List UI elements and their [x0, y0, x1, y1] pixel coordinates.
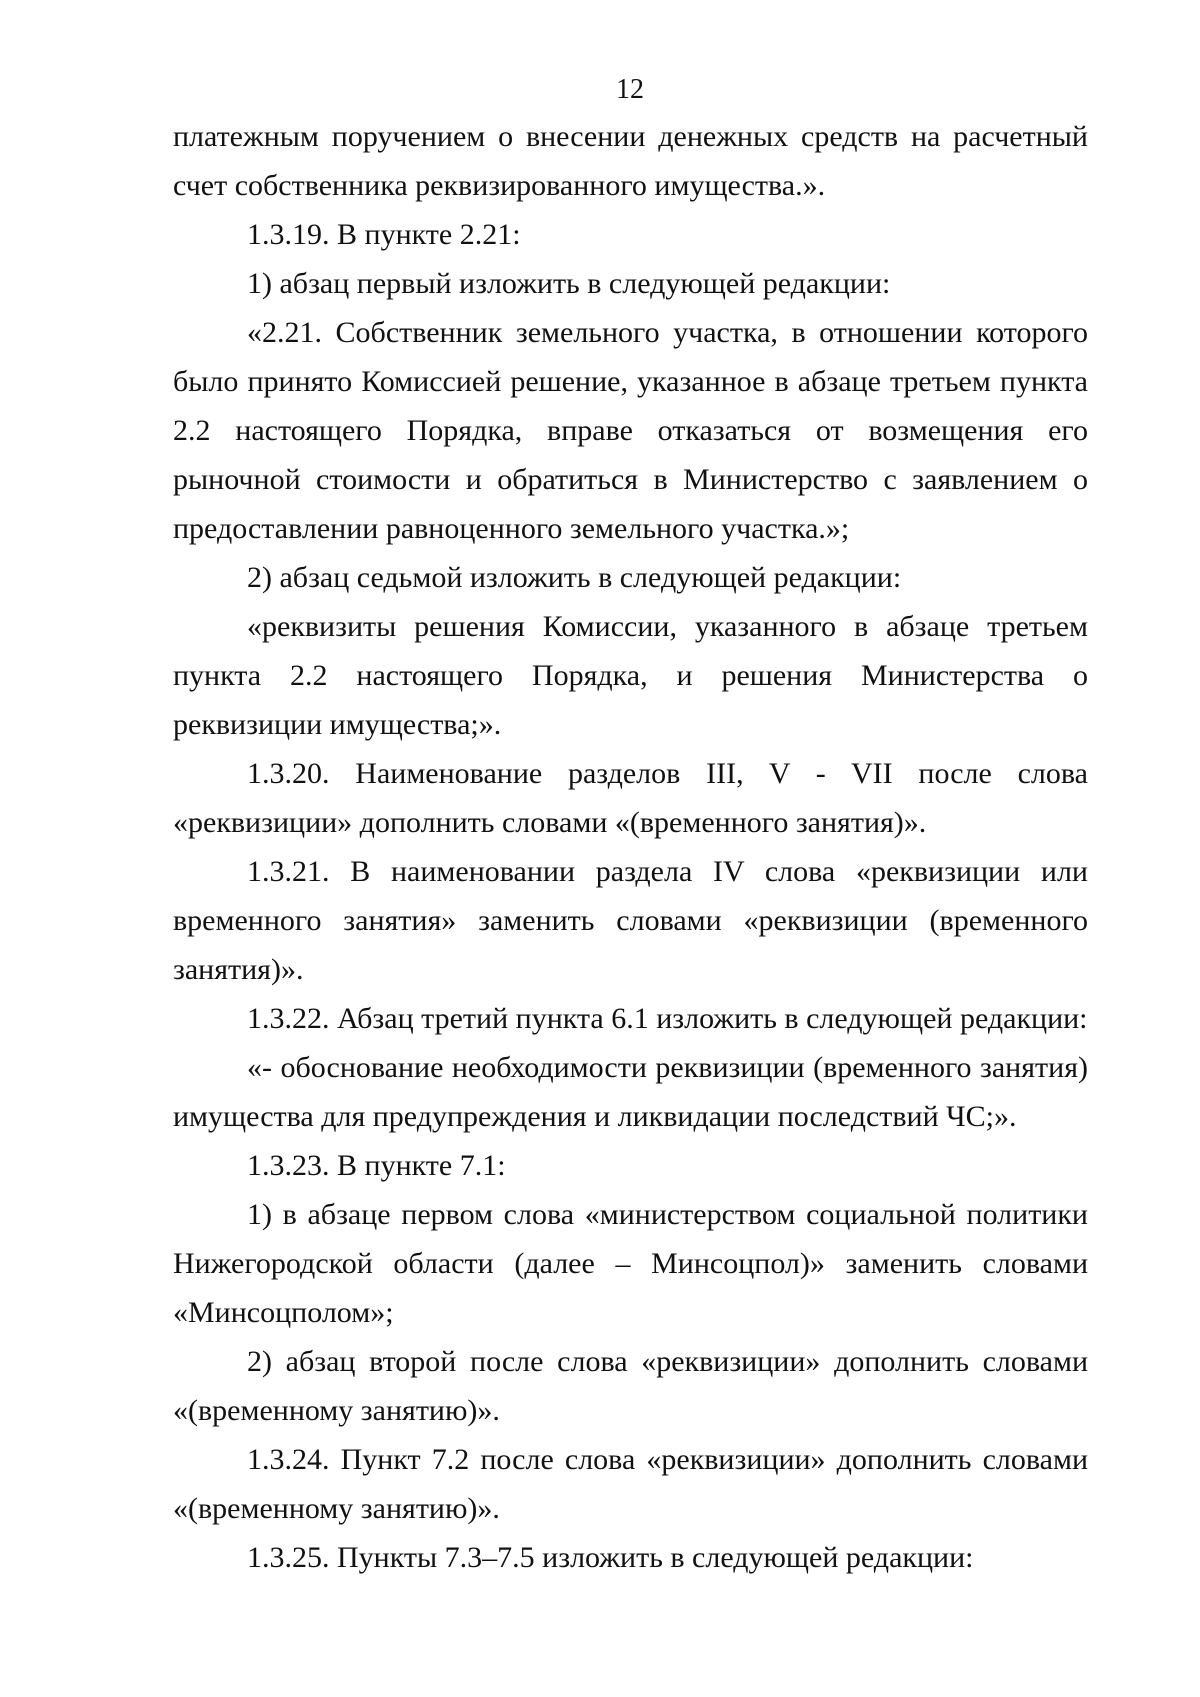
paragraph: 2) абзац второй после слова «реквизиции» дополнить словами «(временному занятию)». — [173, 1345, 1088, 1427]
paragraph: «2.21. Собственник земельного участка, в отношении которого было принято Комиссией решение, указанное в абзаце третьем пункта 2.2 настоящего Порядка, вправе отказаться от возмещения его рыночной стоимости и обратиться в Министерство с заявлением о предоставлении равноценного земельного участка.»; — [173, 316, 1088, 545]
paragraph: «- обоснование необходимости реквизиции (временного занятия) имущества для предупреждения и ликвидации последствий ЧС;». — [173, 1051, 1088, 1133]
paragraph: 1) абзац первый изложить в следующей редакции: — [247, 267, 891, 300]
paragraph: 1) в абзаце первом слова «министерством социальной политики Нижегородской области (далее – Минсоцпол)» заменить словами «Минсоцполом»; — [173, 1198, 1088, 1329]
paragraph: 1.3.20. Наименование разделов III, V - VII после слова «реквизиции» дополнить словами «(временного занятия)». — [173, 757, 1088, 839]
paragraph: 1.3.22. Абзац третий пункта 6.1 изложить в следующей редакции: — [247, 1002, 1088, 1035]
paragraph: 1.3.25. Пункты 7.3–7.5 изложить в следующей редакции: — [247, 1541, 974, 1574]
paragraph: 2) абзац седьмой изложить в следующей редакции: — [247, 561, 902, 594]
paragraph: 1.3.21. В наименовании раздела IV слова «реквизиции или временного занятия» заменить словами «реквизиции (временного занятия)». — [173, 855, 1088, 986]
paragraph: 1.3.24. Пункт 7.2 после слова «реквизиции» дополнить словами «(временному занятию)». — [173, 1443, 1088, 1525]
paragraph: платежным поручением о внесении денежных средств на расчетный счет собственника реквизированного имущества.». — [173, 120, 1088, 202]
paragraph: 1.3.23. В пункте 7.1: — [247, 1149, 506, 1182]
document-body — [173, 112, 1088, 1582]
paragraph: «реквизиты решения Комиссии, указанного в абзаце третьем пункта 2.2 настоящего Порядка, и решения Министерства о реквизиции имущества;». — [173, 610, 1088, 741]
page-number: 12 — [616, 74, 644, 105]
paragraph: 1.3.19. В пункте 2.21: — [247, 218, 521, 251]
